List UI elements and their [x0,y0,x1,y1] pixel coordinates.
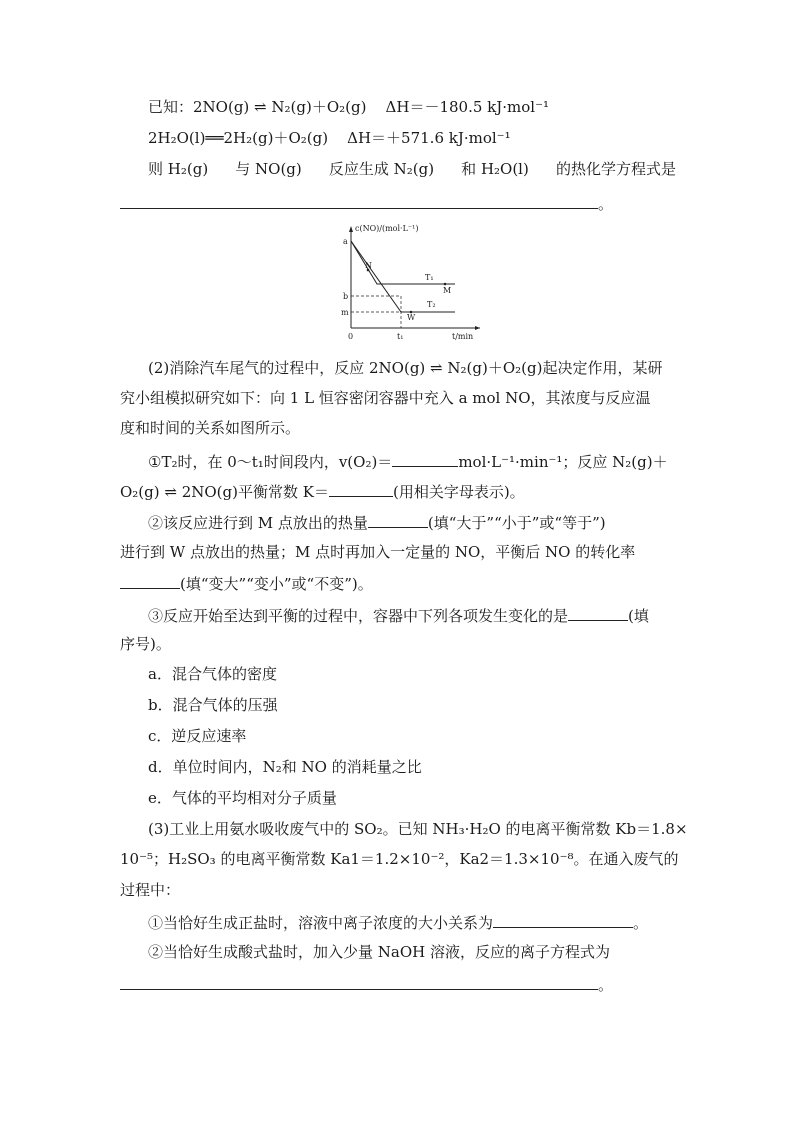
option-d: d．单位时间内，N₂和 NO 的消耗量之比 [148,758,422,776]
x-axis-arrow [475,326,480,330]
concentration-graph [335,218,485,343]
q1-text-b: mol·L⁻¹·min⁻¹；反应 N₂(g)＋ [458,453,668,471]
point-m [444,283,447,286]
p3-sub-1-tail: 。 [633,914,649,932]
y-axis-label: c(NO)/(mol·L⁻¹) [355,224,419,233]
q2-blank-conversion[interactable] [120,572,180,589]
answer-line-2 [120,973,613,995]
q1-text-a: ①T₂时，在 0～t₁时间段内，v(O₂)＝ [148,453,393,471]
known-label: 已知： [148,98,194,116]
p3-blank-1[interactable] [493,911,633,928]
option-c: c．逆反应速率 [148,727,247,745]
option-b: b．混合气体的压强 [148,696,278,714]
q3-line-1 [148,604,649,626]
q2-text-c: (填“变大”“变小”或“不变”)。 [180,575,373,593]
known-eq-1 [148,97,549,117]
option-e: e．气体的平均相对分子质量 [148,789,337,807]
enthalpy-1: ΔH＝－180.5 kJ·mol⁻¹ [385,98,550,116]
q2-line-1 [148,511,606,533]
answer-line-1 [120,192,613,214]
equation-1: 2NO(g) ⇌ N₂(g)＋O₂(g) [193,98,367,116]
x-axis-label: t/min [452,332,474,341]
q2-line-2: 进行到 W 点放出的热量；M 点时再加入一定量的 NO，平衡后 NO 的转化率 [120,543,636,561]
curve-t2 [351,241,455,312]
q2-blank-heat[interactable] [368,511,428,528]
q1-blank-k[interactable] [329,480,393,497]
q3-line-2: 序号)。 [120,635,171,653]
y-axis-arrow [349,226,353,232]
label-m: M [443,286,452,295]
label-curve-t2: T₂ [427,300,436,309]
answer-tail-1: 。 [598,195,614,213]
answer-tail-2: 。 [598,976,614,994]
p3-line-2: 10⁻⁵；H₂SO₃ 的电离平衡常数 Ka1＝1.2×10⁻²，Ka2＝1.3×10⁻⁸。在通入废气的 [120,850,679,868]
origin-label: 0 [348,332,354,341]
label-curve-t1: T₁ [425,273,434,282]
q1-text-c: O₂(g) ⇌ 2NO(g)平衡常数 K＝ [120,483,329,501]
q1-blank-rate[interactable] [392,450,458,467]
p3-line-3: 过程中： [120,881,181,899]
concentration-time-figure [335,218,485,343]
equation-2: 2H₂O(l)══2H₂(g)＋O₂(g) [148,129,329,147]
q-word-5: 的热化学方程式是 [555,160,676,178]
q3-text-b: (填 [628,607,649,625]
q-word-3: 反应生成 N₂(g) [328,160,435,178]
p2-line-3: 度和时间的关系如图所示。 [120,419,301,437]
answer-blank-1[interactable] [120,192,598,209]
label-n: N [365,261,372,270]
tick-a: a [343,237,348,246]
p3-sub-2: ②当恰好生成酸式盐时，加入少量 NaOH 溶液，反应的离子方程式为 [148,943,610,961]
enthalpy-2: ΔH＝＋571.6 kJ·mol⁻¹ [347,129,511,147]
q1-text-d: (用相关字母表示)。 [392,483,525,501]
q3-blank[interactable] [568,604,628,621]
q3-text-a: ③反应开始至达到平衡的过程中，容器中下列各项发生变化的是 [148,607,569,625]
tick-m: m [341,308,349,317]
q2-line-3 [120,572,373,594]
q-word-1: 则 H₂(g) [148,160,209,178]
q-word-4: 和 H₂O(l) [461,160,529,178]
p2-line-1: (2)消除汽车尾气的过程中，反应 2NO(g) ⇌ N₂(g)＋O₂(g)起决定作用，某研 [148,359,663,377]
p3-sub-1 [148,911,648,933]
tick-b: b [343,292,349,301]
answer-blank-2[interactable] [120,973,598,990]
q2-text-a: ②该反应进行到 M 点放出的热量 [148,514,368,532]
question-thermo [148,159,676,179]
label-w: W [407,313,416,322]
q2-text-b: (填“大于”“小于”或“等于”) [427,514,606,532]
p3-sub-1-text: ①当恰好生成正盐时，溶液中离子浓度的大小关系为 [148,914,494,932]
known-eq-2 [148,128,511,148]
q1-line-2 [120,480,525,502]
q-word-2: 与 NO(g) [235,160,302,178]
p3-line-1: (3)工业上用氨水吸收废气中的 SO₂。已知 NH₃·H₂O 的电离平衡常数 Kb＝1.8× [148,820,688,838]
q1-line-1 [148,450,668,472]
option-a: a．混合气体的密度 [148,665,277,683]
p2-line-2: 究小组模拟研究如下：向 1 L 恒容密闭容器中充入 a mol NO，其浓度与反应温 [120,389,651,407]
tick-t1: t₁ [397,332,404,341]
